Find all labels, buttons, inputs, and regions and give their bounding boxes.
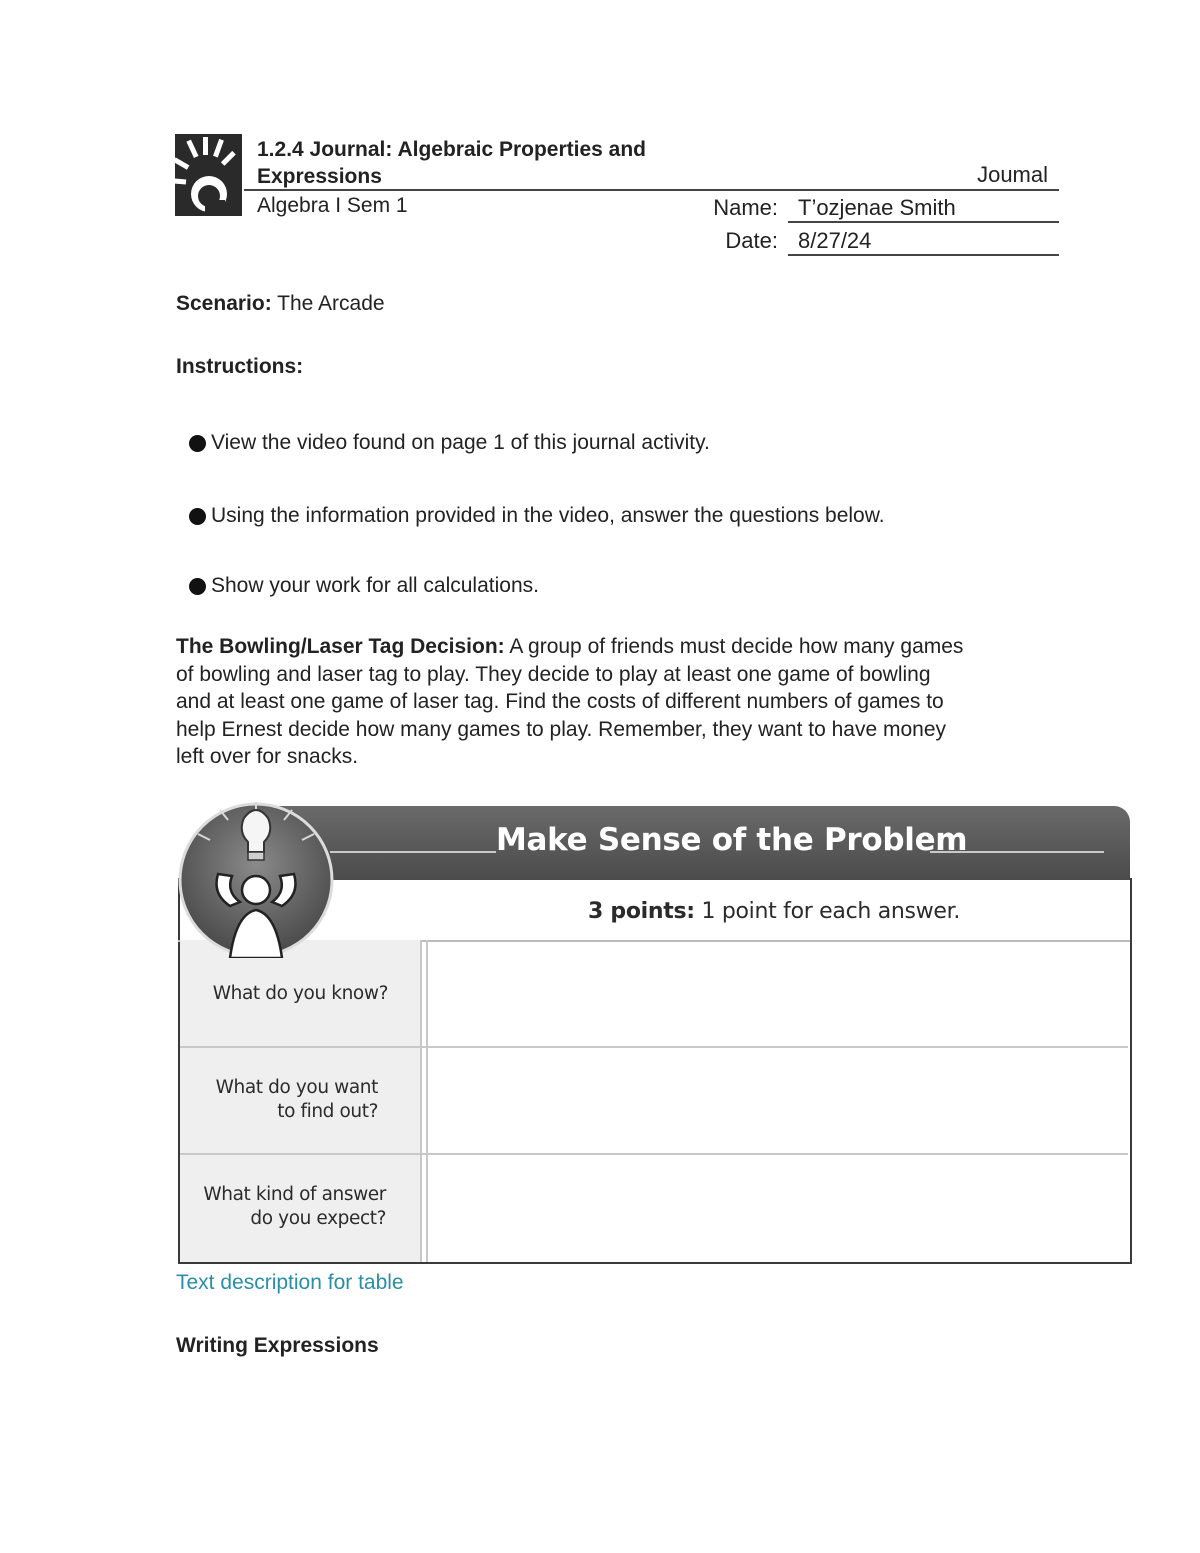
- answer-cell[interactable]: [426, 940, 1130, 1047]
- header-divider: [244, 189, 1059, 191]
- decision-paragraph: [176, 633, 1056, 771]
- points-label: 3 points:: [588, 899, 695, 924]
- course-label: Algebra I Sem 1: [257, 194, 408, 217]
- journal-title: [257, 136, 646, 190]
- points-text: [588, 899, 960, 924]
- lightbulb-thinker-icon: [178, 802, 334, 958]
- name-value[interactable]: T’ozjenae Smith: [798, 195, 956, 220]
- question-line: What do you want: [215, 1077, 378, 1098]
- question-line: do you expect?: [250, 1208, 386, 1229]
- name-underline: [788, 221, 1059, 223]
- title-line-1: 1.2.4 Journal: Algebraic Properties and: [257, 138, 647, 161]
- decision-line-4: help Ernest decide how many games to play. Remember, they want to have money: [176, 717, 947, 741]
- banner-rule-left: [330, 851, 496, 853]
- question-line: What kind of answer: [203, 1184, 386, 1205]
- decision-line-5: left over for snacks.: [176, 745, 359, 768]
- journal-logo-icon: [175, 134, 242, 216]
- answer-cell[interactable]: [426, 1155, 1130, 1262]
- name-label: Name:: [713, 195, 778, 220]
- question-label: [180, 982, 388, 1006]
- date-value[interactable]: 8/27/24: [798, 228, 872, 253]
- scenario-label: Scenario:: [176, 292, 272, 315]
- decision-label: The Bowling/Laser Tag Decision:: [176, 635, 505, 658]
- document-type-label: Joumal: [977, 162, 1048, 187]
- bullet-dot-icon: [189, 578, 206, 595]
- date-underline: [788, 254, 1059, 256]
- decision-line-3: and at least one game of laser tag. Find the costs of different numbers of games to: [176, 690, 944, 713]
- instruction-item: View the video found on page 1 of this journal activity.: [211, 431, 710, 454]
- question-label: [180, 1076, 378, 1124]
- date-label: Date:: [725, 228, 778, 253]
- decision-line-2: of bowling and laser tag to play. They decide to play at least one game of bowling: [176, 662, 931, 686]
- question-label: [180, 1183, 386, 1231]
- table-title: Make Sense of the Problem: [496, 822, 968, 858]
- instruction-item: Show your work for all calculations.: [211, 574, 539, 597]
- bullet-dot-icon: [189, 508, 206, 525]
- question-line: to find out?: [277, 1101, 378, 1122]
- instruction-item: Using the information provided in the video, answer the questions below.: [211, 504, 885, 527]
- section-heading: Writing Expressions: [176, 1334, 379, 1357]
- scenario-line: [176, 292, 385, 316]
- points-description: 1 point for each answer.: [694, 899, 961, 924]
- instructions-heading: Instructions:: [176, 355, 304, 378]
- table-description-link[interactable]: Text description for table: [176, 1271, 404, 1294]
- question-line: What do you know?: [212, 983, 388, 1004]
- scenario-value: The Arcade: [271, 292, 385, 315]
- answer-cell[interactable]: [426, 1048, 1130, 1154]
- title-line-2: Expressions: [257, 165, 382, 188]
- bullet-dot-icon: [189, 435, 206, 452]
- decision-line-1: A group of friends must decide how many games: [504, 635, 964, 658]
- problem-table: [178, 806, 1130, 1264]
